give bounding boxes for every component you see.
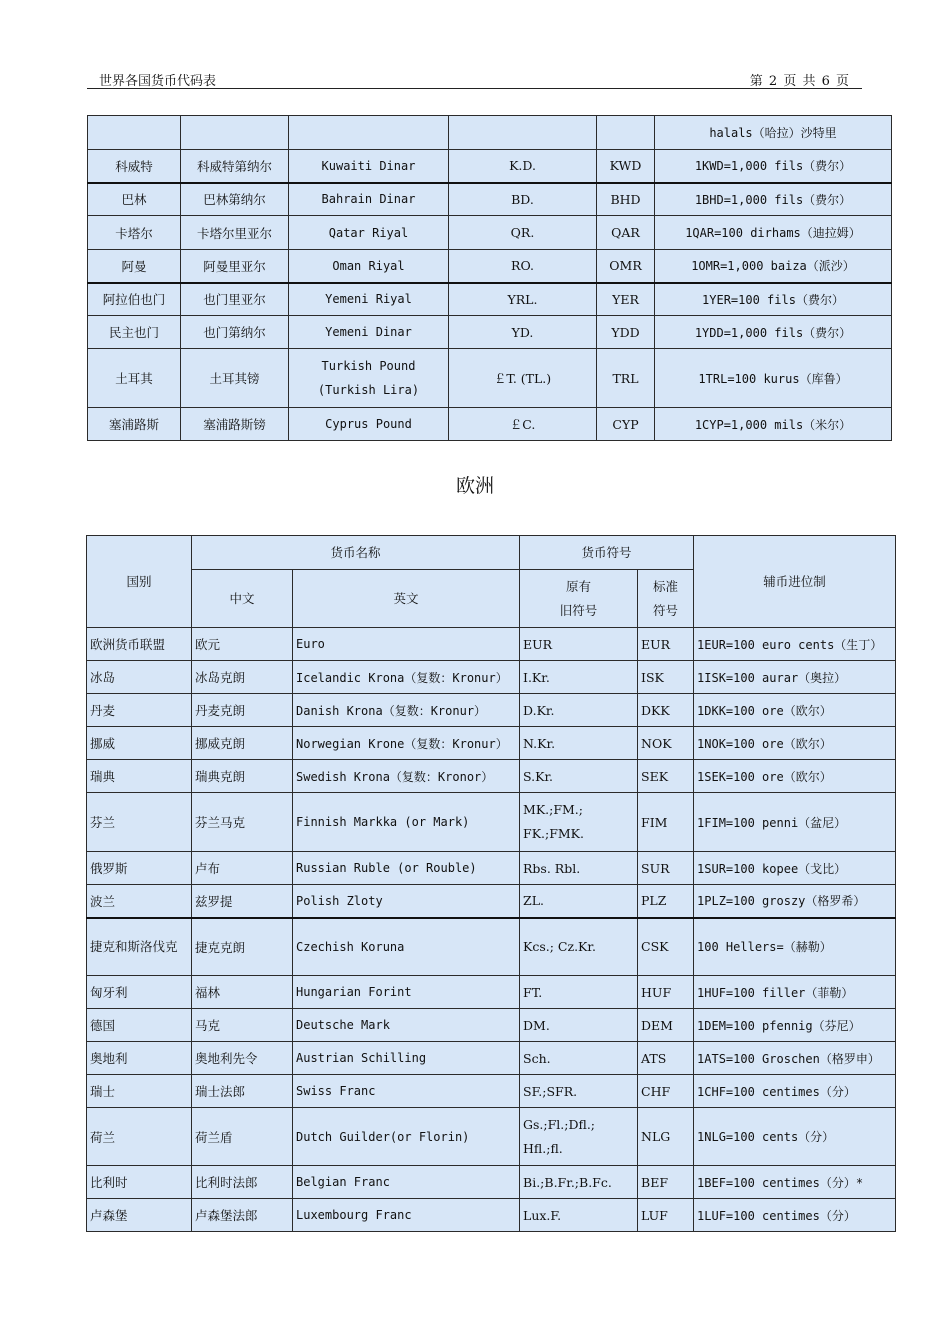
middle-east-currency-table: [87, 115, 892, 441]
cell-code: KWD: [597, 150, 655, 183]
cell-code: CYP: [597, 408, 655, 441]
cell-country: 匈牙利: [87, 976, 192, 1009]
header-chinese: 中文: [192, 570, 293, 628]
table-row: [88, 349, 892, 408]
cell-old-symbol: D.Kr.: [520, 694, 638, 727]
cell-subunit: 1ATS=100 Groschen（格罗申）: [694, 1042, 896, 1075]
cell-currency-en: Austrian Schilling: [293, 1042, 520, 1075]
cell-currency-en: Swiss Franc: [293, 1075, 520, 1108]
cell-country: 卢森堡: [87, 1199, 192, 1232]
cell-currency-cn: 瑞典克朗: [192, 760, 293, 793]
cell-subunit: 1OMR=1,000 baiza（派沙）: [655, 250, 892, 283]
cell-std-symbol: EUR: [638, 628, 694, 661]
cell-currency-cn: 卢森堡法郎: [192, 1199, 293, 1232]
cell-currency-cn: 巴林第纳尔: [181, 183, 289, 216]
cell-std-symbol: NOK: [638, 727, 694, 760]
cell-currency-cn: 福林: [192, 976, 293, 1009]
table-row: [87, 1199, 896, 1232]
cell-std-symbol: HUF: [638, 976, 694, 1009]
cell-country: 波兰: [87, 885, 192, 918]
cell-old-symbol: DM.: [520, 1009, 638, 1042]
cell-code: YDD: [597, 316, 655, 349]
header-standard-symbol: 标准 符号: [638, 570, 694, 628]
table-row: [87, 727, 896, 760]
cell-code: QAR: [597, 216, 655, 250]
cell-old-symbol: FT.: [520, 976, 638, 1009]
cell-country: 瑞典: [87, 760, 192, 793]
cell-country-cn: 阿曼: [88, 250, 181, 283]
table-row: [87, 1075, 896, 1108]
cell-std-symbol: FIM: [638, 793, 694, 852]
cell-std-symbol: BEF: [638, 1166, 694, 1199]
cell-subunit: 1BHD=1,000 fils（费尔）: [655, 183, 892, 216]
cell-code: OMR: [597, 250, 655, 283]
cell-subunit: 1LUF=100 centimes（分）: [694, 1199, 896, 1232]
cell-old-symbol: Sch.: [520, 1042, 638, 1075]
cell-currency-en: Icelandic Krona（复数：Kronur）: [293, 661, 520, 694]
cell-subunit: 1BEF=100 centimes（分）*: [694, 1166, 896, 1199]
cell-old-symbol: ￡T. (TL.): [449, 349, 597, 408]
cell-currency-cn: 荷兰盾: [192, 1108, 293, 1166]
cell-country-cn: 民主也门: [88, 316, 181, 349]
cell-old-symbol: YRL.: [449, 283, 597, 316]
cell-currency-cn: 科威特第纳尔: [181, 150, 289, 183]
cell-old-symbol: I.Kr.: [520, 661, 638, 694]
cell-currency-en: Kuwaiti Dinar: [289, 150, 449, 183]
cell-std-symbol: CHF: [638, 1075, 694, 1108]
cell-currency-en: Turkish Pound (Turkish Lira): [289, 349, 449, 408]
cell-old-symbol: Kcs.; Cz.Kr.: [520, 918, 638, 976]
cell-code: [597, 116, 655, 150]
cell-currency-cn: 欧元: [192, 628, 293, 661]
cell-old-symbol: SF.;SFR.: [520, 1075, 638, 1108]
table-row: [88, 216, 892, 250]
cell-currency-en: Russian Ruble (or Rouble): [293, 852, 520, 885]
cell-currency-en: Cyprus Pound: [289, 408, 449, 441]
cell-currency-en: Belgian Franc: [293, 1166, 520, 1199]
cell-country: 德国: [87, 1009, 192, 1042]
cell-subunit: 1HUF=100 filler（菲勒）: [694, 976, 896, 1009]
cell-code: BHD: [597, 183, 655, 216]
table-row: [87, 694, 896, 727]
cell-subunit: 1YDD=1,000 fils（费尔）: [655, 316, 892, 349]
header-country: 国别: [87, 536, 192, 628]
cell-country: 挪威: [87, 727, 192, 760]
table-row: [88, 283, 892, 316]
cell-currency-en: Qatar Riyal: [289, 216, 449, 250]
section-title-europe: 欧洲: [455, 475, 494, 497]
cell-country: 捷克和斯洛伐克: [87, 918, 192, 976]
europe-currency-table: [86, 535, 896, 1232]
table-row: [87, 852, 896, 885]
cell-old-symbol: Lux.F.: [520, 1199, 638, 1232]
table-row: [87, 793, 896, 852]
table-row: [87, 1042, 896, 1075]
cell-currency-cn: 也门里亚尔: [181, 283, 289, 316]
cell-subunit: 1TRL=100 kurus（库鲁）: [655, 349, 892, 408]
table-row: [88, 408, 892, 441]
cell-currency-cn: 奥地利先令: [192, 1042, 293, 1075]
cell-old-symbol: ￡C.: [449, 408, 597, 441]
table-row: [88, 250, 892, 283]
cell-currency-cn: 冰岛克朗: [192, 661, 293, 694]
cell-country-cn: [88, 116, 181, 150]
cell-subunit: 1SUR=100 kopee（戈比）: [694, 852, 896, 885]
cell-old-symbol: K.D.: [449, 150, 597, 183]
cell-old-symbol: MK.;FM.; FK.;FMK.: [520, 793, 638, 852]
cell-subunit: 1NOK=100 ore（欧尔）: [694, 727, 896, 760]
page-header: [87, 70, 862, 89]
table-row: [88, 183, 892, 216]
cell-currency-en: Polish Zloty: [293, 885, 520, 918]
cell-old-symbol: N.Kr.: [520, 727, 638, 760]
cell-std-symbol: ISK: [638, 661, 694, 694]
cell-currency-en: Norwegian Krone（复数：Kronur）: [293, 727, 520, 760]
cell-subunit: 1YER=100 fils（费尔）: [655, 283, 892, 316]
table-row: [87, 760, 896, 793]
table-row: [87, 628, 896, 661]
cell-country: 荷兰: [87, 1108, 192, 1166]
cell-old-symbol: RO.: [449, 250, 597, 283]
cell-std-symbol: PLZ: [638, 885, 694, 918]
cell-currency-en: Czechish Koruna: [293, 918, 520, 976]
cell-currency-cn: 土耳其镑: [181, 349, 289, 408]
cell-country: 比利时: [87, 1166, 192, 1199]
cell-currency-cn: 塞浦路斯镑: [181, 408, 289, 441]
header-english: 英文: [293, 570, 520, 628]
cell-currency-en: Luxembourg Franc: [293, 1199, 520, 1232]
cell-old-symbol: S.Kr.: [520, 760, 638, 793]
cell-std-symbol: SUR: [638, 852, 694, 885]
document-title: 世界各国货币代码表: [99, 74, 217, 89]
cell-old-symbol: Bi.;B.Fr.;B.Fc.: [520, 1166, 638, 1199]
cell-currency-cn: 卡塔尔里亚尔: [181, 216, 289, 250]
cell-old-symbol: ZL.: [520, 885, 638, 918]
cell-subunit: 1KWD=1,000 fils（费尔）: [655, 150, 892, 183]
cell-country-cn: 土耳其: [88, 349, 181, 408]
cell-currency-en: Swedish Krona（复数：Kronor）: [293, 760, 520, 793]
cell-std-symbol: CSK: [638, 918, 694, 976]
header-currency-name: 货币名称: [192, 536, 520, 570]
cell-subunit: 1PLZ=100 groszy（格罗希）: [694, 885, 896, 918]
cell-country: 奥地利: [87, 1042, 192, 1075]
cell-old-symbol: Rbs. Rbl.: [520, 852, 638, 885]
cell-subunit: 1ISK=100 aurar（奥拉）: [694, 661, 896, 694]
cell-currency-en: Hungarian Forint: [293, 976, 520, 1009]
table-row: [87, 976, 896, 1009]
table-row: [88, 116, 892, 150]
cell-country: 瑞士: [87, 1075, 192, 1108]
cell-old-symbol: QR.: [449, 216, 597, 250]
cell-currency-cn: 卢布: [192, 852, 293, 885]
cell-currency-en: Yemeni Riyal: [289, 283, 449, 316]
cell-subunit: 1DEM=100 pfennig（芬尼）: [694, 1009, 896, 1042]
cell-country-cn: 卡塔尔: [88, 216, 181, 250]
cell-old-symbol: EUR: [520, 628, 638, 661]
cell-subunit: 1QAR=100 dirhams（迪拉姆）: [655, 216, 892, 250]
cell-currency-cn: 捷克克朗: [192, 918, 293, 976]
cell-country-cn: 阿拉伯也门: [88, 283, 181, 316]
cell-country: 丹麦: [87, 694, 192, 727]
cell-old-symbol: [449, 116, 597, 150]
cell-std-symbol: DEM: [638, 1009, 694, 1042]
cell-code: TRL: [597, 349, 655, 408]
cell-currency-en: Euro: [293, 628, 520, 661]
cell-currency-cn: 丹麦克朗: [192, 694, 293, 727]
cell-old-symbol: Gs.;Fl.;Dfl.; Hfl.;fl.: [520, 1108, 638, 1166]
cell-std-symbol: ATS: [638, 1042, 694, 1075]
cell-country: 欧洲货币联盟: [87, 628, 192, 661]
cell-subunit: 1DKK=100 ore（欧尔）: [694, 694, 896, 727]
header-subunit: 辅币进位制: [694, 536, 896, 628]
cell-subunit: 100 Hellers=（赫勒）: [694, 918, 896, 976]
cell-subunit: 1EUR=100 euro cents（生丁）: [694, 628, 896, 661]
cell-country: 俄罗斯: [87, 852, 192, 885]
cell-country: 芬兰: [87, 793, 192, 852]
cell-subunit: 1SEK=100 ore（欧尔）: [694, 760, 896, 793]
cell-currency-cn: 马克: [192, 1009, 293, 1042]
table-row: [88, 150, 892, 183]
cell-currency-en: Danish Krona（复数：Kronur）: [293, 694, 520, 727]
table-row: [87, 918, 896, 976]
page-number: 第 2 页 共 6 页: [749, 74, 850, 89]
cell-currency-en: Oman Riyal: [289, 250, 449, 283]
cell-subunit: 1FIM=100 penni（盆尼）: [694, 793, 896, 852]
cell-country: 冰岛: [87, 661, 192, 694]
table-row: [87, 661, 896, 694]
cell-currency-cn: 挪威克朗: [192, 727, 293, 760]
cell-currency-cn: 比利时法郎: [192, 1166, 293, 1199]
cell-currency-cn: 也门第纳尔: [181, 316, 289, 349]
cell-currency-cn: 瑞士法郎: [192, 1075, 293, 1108]
cell-currency-en: [289, 116, 449, 150]
cell-currency-cn: 芬兰马克: [192, 793, 293, 852]
cell-subunit: 1NLG=100 cents（分）: [694, 1108, 896, 1166]
cell-subunit: halals（哈拉）沙特里: [655, 116, 892, 150]
cell-code: YER: [597, 283, 655, 316]
cell-old-symbol: BD.: [449, 183, 597, 216]
cell-country-cn: 巴林: [88, 183, 181, 216]
cell-currency-cn: 兹罗提: [192, 885, 293, 918]
cell-currency-en: Bahrain Dinar: [289, 183, 449, 216]
header-currency-symbol: 货币符号: [520, 536, 694, 570]
cell-country-cn: 塞浦路斯: [88, 408, 181, 441]
table-row: [87, 1009, 896, 1042]
cell-currency-en: Dutch Guilder(or Florin): [293, 1108, 520, 1166]
header-old-symbol: 原有 旧符号: [520, 570, 638, 628]
table-row: [87, 1166, 896, 1199]
cell-currency-cn: 阿曼里亚尔: [181, 250, 289, 283]
cell-currency-en: Deutsche Mark: [293, 1009, 520, 1042]
cell-std-symbol: SEK: [638, 760, 694, 793]
cell-currency-en: Yemeni Dinar: [289, 316, 449, 349]
table-row: [88, 316, 892, 349]
cell-subunit: 1CHF=100 centimes（分）: [694, 1075, 896, 1108]
cell-std-symbol: DKK: [638, 694, 694, 727]
table-row: [87, 885, 896, 918]
cell-currency-en: Finnish Markka (or Mark): [293, 793, 520, 852]
cell-country-cn: 科威特: [88, 150, 181, 183]
cell-currency-cn: [181, 116, 289, 150]
cell-old-symbol: YD.: [449, 316, 597, 349]
cell-subunit: 1CYP=1,000 mils（米尔）: [655, 408, 892, 441]
cell-std-symbol: LUF: [638, 1199, 694, 1232]
cell-std-symbol: NLG: [638, 1108, 694, 1166]
table-row: [87, 1108, 896, 1166]
